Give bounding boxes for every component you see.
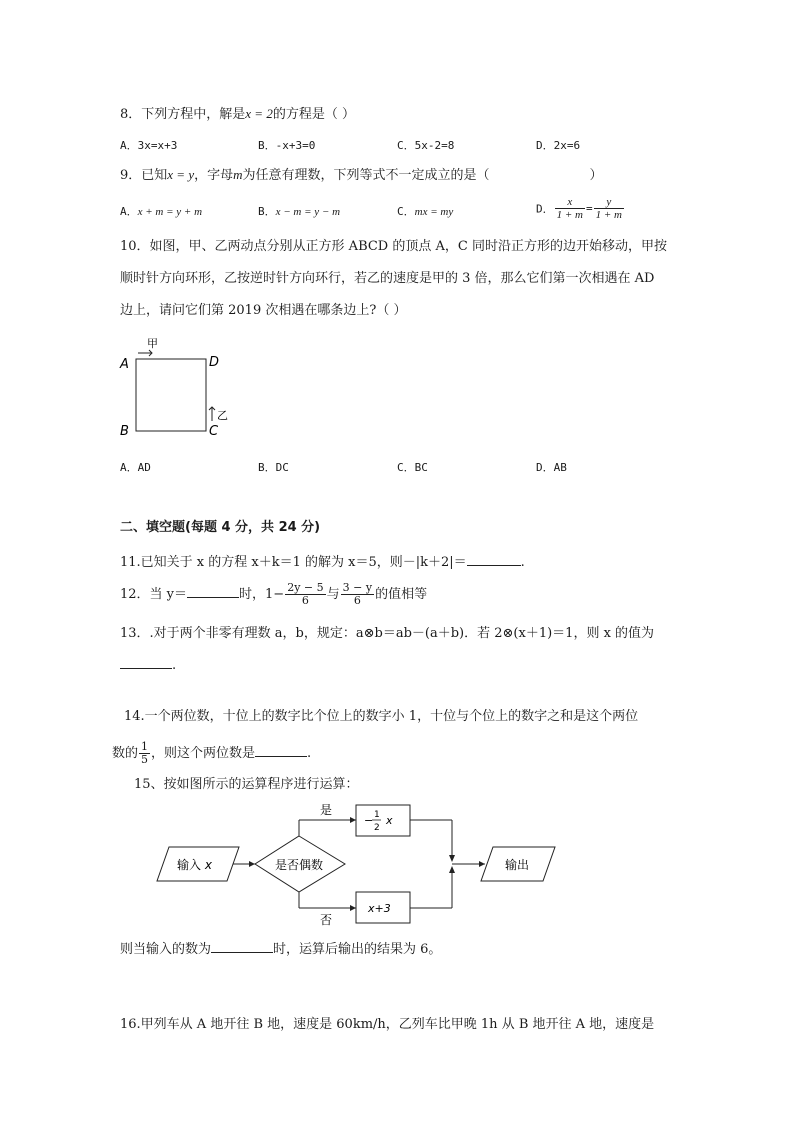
svg-text:1: 1: [374, 810, 380, 820]
q8-option-d: D．2x=6: [536, 139, 581, 152]
q8-stem: 8．下列方程中，解是x = 2的方程是（ ）: [120, 106, 355, 122]
square-abcd: [136, 359, 206, 431]
q13-line-1: 13．.对于两个非零有理数 a，b，规定：a⊗b＝ab－(a＋b)．若 2⊗(x＋1)＝1，则 x 的值为: [120, 626, 655, 641]
flow-input-label: 输入 x: [177, 858, 212, 872]
q9-option-b: B．x − m = y − m: [258, 205, 341, 218]
flow-no-label: 否: [320, 913, 333, 927]
q15-title: 15、按如图所示的运算程序进行运算：: [134, 777, 359, 792]
q13-line-2: .: [120, 656, 176, 675]
q9-option-a: A．x + m = y + m: [120, 205, 203, 218]
q9-stem: 9．已知x = y，字母m为任意有理数，下列等式不一定成立的是（ ）: [120, 167, 603, 183]
q9-option-d: D． $\frac{x}{1 + m}$ = $\frac{y}{1 + m}$: [536, 196, 622, 221]
flow-decision-label: 是否偶数: [275, 858, 324, 872]
flow-output-label: 输出: [505, 858, 530, 872]
arrow-icon: [449, 866, 455, 873]
flow-yes-label: 是: [320, 803, 333, 817]
vertex-b-label: B: [120, 424, 129, 439]
q10-option-b: B．DC: [258, 461, 289, 474]
section-title: 二、填空题(每题 4 分，共 24 分): [120, 520, 321, 535]
q15-question: 则当输入的数为 时，运算后输出的结果为 6。: [120, 942, 442, 957]
q10-line-1: 10．如图，甲、乙两动点分别从正方形 ABCD 的顶点 A，C 同时沿正方形的边开始移动，甲按: [120, 239, 667, 254]
q16: 16.甲列车从 A 地开往 B 地，速度是 60km/h，乙列车比甲晚 1h 从 B 地开往 A 地，速度是: [120, 1017, 655, 1032]
arrow-icon: [449, 855, 455, 862]
q9-option-c: C．mx = my: [397, 205, 454, 218]
jia-label: 甲: [147, 337, 158, 350]
svg-text:x: x: [386, 814, 393, 827]
q11: 11.已知关于 x 的方程 x＋k＝1 的解为 x＝5，则－|k＋2|＝ .: [120, 555, 525, 570]
q13-blank[interactable]: [120, 656, 172, 669]
q10-option-d: D．AB: [536, 461, 567, 474]
q10-line-2: 顺时针方向环形，乙按逆时针方向环行，若乙的速度是甲的 3 倍，那么它们第一次相遇在 AD: [120, 271, 655, 286]
q15-blank[interactable]: [211, 940, 273, 953]
q10-option-a: A．AD: [120, 461, 151, 474]
q8-option-a: A．3x=x+3: [120, 139, 178, 152]
arrow-icon: [479, 861, 485, 867]
square-figure: [118, 335, 248, 445]
q8-option-b: B．-x+3=0: [258, 139, 316, 152]
q10-line-3: 边上，请问它们第 2019 次相遇在哪条边上?（ ）: [120, 303, 407, 318]
svg-text:−: −: [364, 814, 374, 827]
q10-option-c: C．BC: [397, 461, 428, 474]
svg-text:2: 2: [374, 823, 380, 833]
q12-blank[interactable]: [187, 585, 239, 598]
yi-label: 乙: [217, 409, 228, 422]
q14-line-2: 数的 $\frac{1}{5}$ ，则这个两位数是 .: [112, 740, 312, 766]
q11-blank[interactable]: [467, 553, 521, 566]
vertex-d-label: D: [209, 355, 220, 370]
svg-text:x+3: x+3: [368, 902, 391, 915]
q8-equation: x = 2: [245, 106, 273, 121]
q8-option-c: C．5x-2=8: [397, 139, 455, 152]
vertex-c-label: C: [209, 424, 219, 439]
arrow-icon: [350, 905, 356, 911]
q12: 12．当 y＝ 时，1− $\frac{2y - 5}{6}$ 与 $\frac{3 - y}{6}$ 的值相等: [120, 581, 428, 607]
arrow-icon: [350, 817, 356, 823]
vertex-a-label: A: [120, 357, 129, 372]
q14-line-1: 14.一个两位数，十位上的数字比个位上的数字小 1，十位与个位上的数字之和是这个两位: [124, 709, 639, 724]
flowchart: [155, 800, 565, 930]
q14-blank[interactable]: [255, 744, 307, 757]
